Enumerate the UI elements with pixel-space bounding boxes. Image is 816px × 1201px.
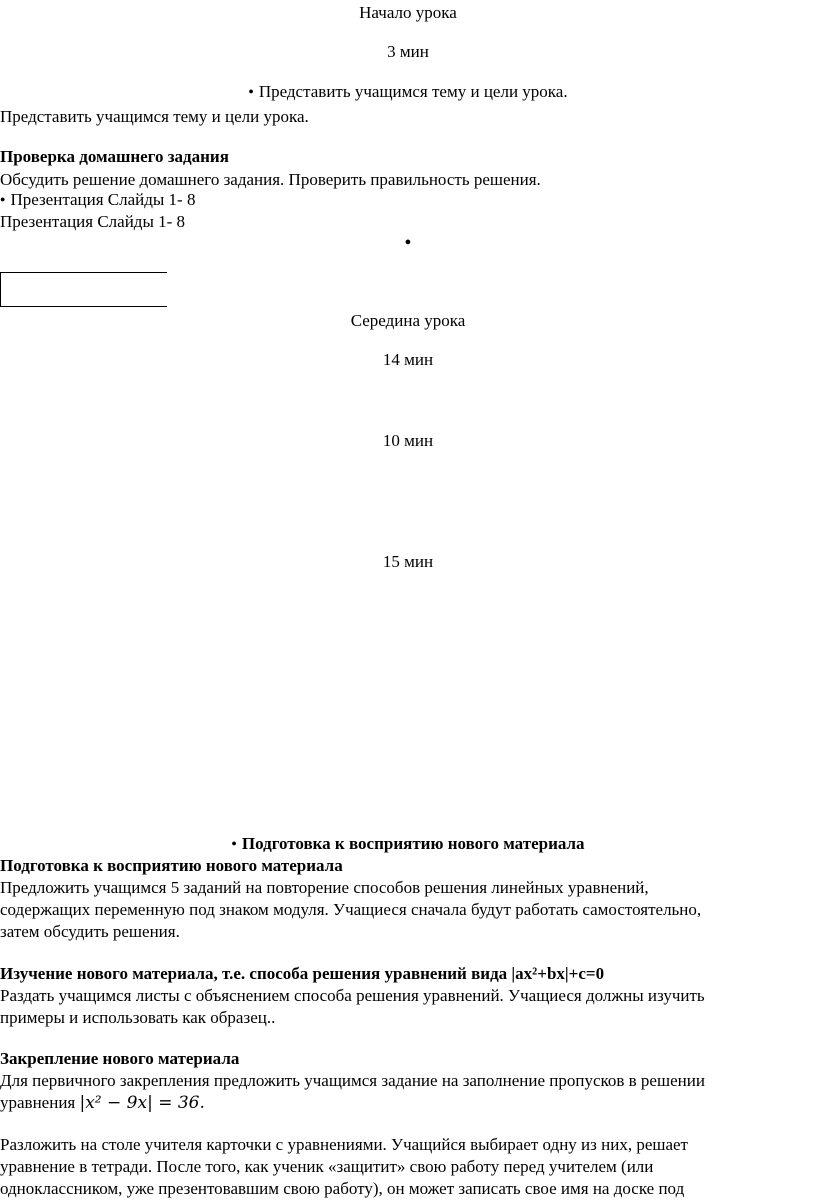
cards-text-line-2: уравнение в тетради. После того, как ученик «защитит» свою работу перед учителем (или [0,1157,654,1176]
bullet-slides: ● Презентация Слайды 1- 8 [0,190,195,212]
duration-start: 3 мин [387,42,429,61]
empty-bullet: ● [404,236,412,248]
cards-text-line-3: одноклассником, уже презентовавшим свою работу), он может записать свое имя на доске под [0,1179,685,1198]
prep-text-line-3: затем обсудить решения. [0,922,180,941]
homework-heading: Проверка домашнего задания [0,147,229,166]
duration-middle-2: 10 мин [382,431,434,450]
study-heading: Изучение нового материала, т.е. способа решения уравнений вида |ax²+bx|+c=0 [0,964,605,983]
bullet-goal: ● Представить учащимся тему и цели урока. [0,82,816,104]
prep-text-line-2: содержащих переменную под знаком модуля. Учащиеся сначала будут работать самостоятельно, [0,900,702,919]
consolidation-text-line-2 [0,1093,205,1113]
duration-middle-1: 14 мин [382,350,434,369]
section-title-middle: Середина урока [350,311,466,330]
consolidation-heading: Закрепление нового материала [0,1049,240,1068]
bullet-prep: ● Подготовка к восприятию нового материала [0,834,816,856]
consolidation-text-lead: уравнения [0,1093,76,1112]
duration-middle-3: 15 мин [382,552,434,571]
homework-text: Обсудить решение домашнего задания. Проверить правильность решения. [0,170,541,189]
prep-text-line-1: Предложить учащимся 5 заданий на повторение способов решения линейных уравнений, [0,878,649,897]
slides-text: Презентация Слайды 1- 8 [0,212,186,231]
study-text-line-2: примеры и использовать как образец.. [0,1008,276,1027]
consolidation-text-line-1: Для первичного закрепления предложить учащимся задание на заполнение пропусков в решении [0,1071,705,1090]
empty-table-cell [0,272,167,307]
equation: |x² − 9x| = 36. [79,1093,205,1113]
section-title-start: Начало урока [359,3,457,22]
goal-text: Представить учащимся тему и цели урока. [0,107,309,126]
study-text-line-1: Раздать учащимся листы с объяснением способа решения уравнений. Учащиеся должны изучить [0,986,705,1005]
prep-heading: Подготовка к восприятию нового материала [0,856,343,875]
cards-text-line-1: Разложить на столе учителя карточки с уравнениями. Учащийся выбирает одну из них, решает [0,1135,688,1154]
